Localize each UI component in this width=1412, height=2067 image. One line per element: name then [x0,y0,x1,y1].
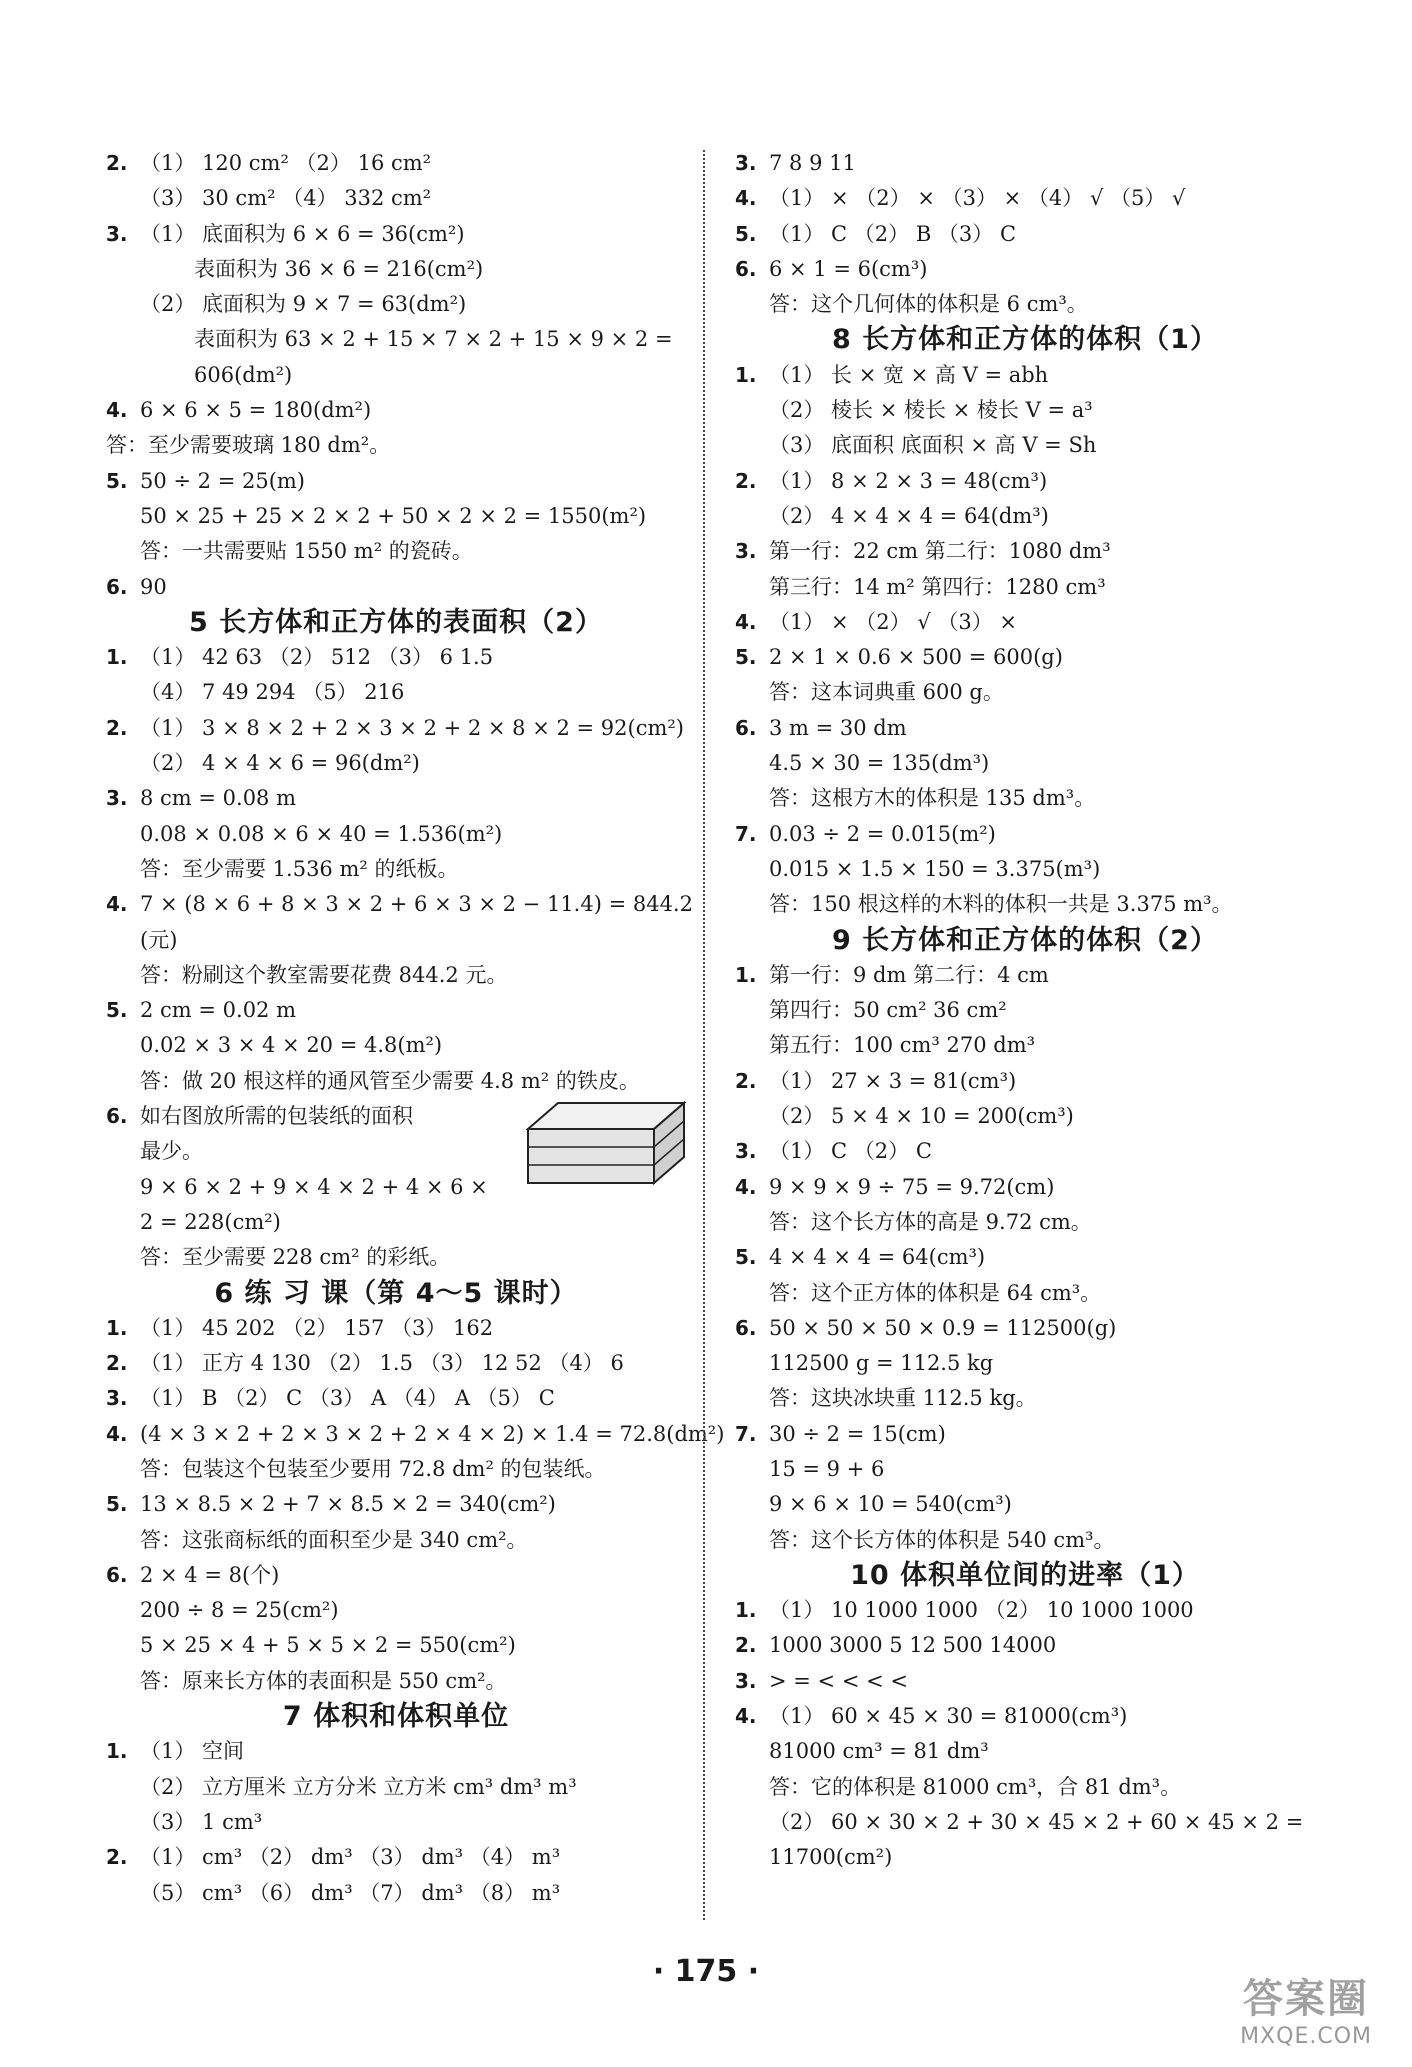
answer-item [735,358,1315,393]
watermark [1240,1967,1372,2049]
answer-item [735,605,1315,640]
answer-text: （1） 长 × 宽 × 高 V = abh [769,362,1049,387]
answer-line: 606(dm²) [194,362,293,387]
answer-item [106,1381,686,1416]
answer-line: 5 × 25 × 4 + 5 × 5 × 2 = 550(cm²) [140,1633,516,1658]
answer-text: 9 × 9 × 9 ÷ 75 = 9.72(cm) [769,1174,1055,1199]
item-number: 1. [735,1598,757,1623]
answer-item [735,146,1315,181]
answer-text: 第一行：22 cm 第二行：1080 dm³ [769,539,1111,564]
item-number: 5. [106,1492,128,1517]
answer-line: 0.02 × 3 × 4 × 20 = 4.8(m²) [140,1033,443,1058]
answer-item [735,1417,1315,1452]
item-number: 2. [735,1068,757,1093]
answer-line: 答：原来长方体的表面积是 550 cm²。 [140,1668,507,1693]
item-number: 6. [735,1315,757,1340]
answer-line: 9 × 6 × 10 = 540(cm³) [769,1492,1012,1517]
answer-line: 答：至少需要 1.536 m² 的纸板。 [140,856,459,881]
item-number: 2. [735,468,757,493]
column-divider [703,150,705,1920]
answer-line: 答：这块冰块重 112.5 kg。 [769,1386,1037,1411]
answer-item [106,1311,686,1346]
item-number: 7. [735,821,757,846]
section-heading: 9 长方体和正方体的体积（2） [832,924,1218,956]
answer-item [106,640,686,675]
answer-text: 30 ÷ 2 = 15(cm) [769,1421,946,1446]
item-number: 1. [735,962,757,987]
answer-item [735,1664,1315,1699]
answer-item [106,464,686,499]
answer-item [106,1417,725,1452]
answer-line: 200 ÷ 8 = 25(cm²) [140,1598,339,1623]
item-number: 2. [106,151,128,175]
answer-text: 2 × 4 = 8(个) [140,1562,280,1587]
answer-item [106,1734,686,1769]
item-number: 5. [735,1245,757,1270]
item-number: 6. [106,1104,128,1129]
answer-line: 9 × 6 × 2 + 9 × 4 × 2 + 4 × 6 × [140,1174,488,1199]
answer-text: 8 cm = 0.08 m [140,786,297,811]
answer-line: 表面积为 36 × 6 = 216(cm²) [194,256,484,281]
item-number: 5. [106,468,128,493]
answer-text: 2 cm = 0.02 m [140,998,297,1023]
answer-line: （2） 4 × 4 × 4 = 64(dm³) [769,503,1049,528]
item-number: 6. [106,1562,128,1587]
answer-item [735,252,1315,287]
item-number: 7. [735,1421,757,1446]
answer-item [735,640,1315,675]
answer-line: （2） 4 × 4 × 6 = 96(dm²) [140,751,420,776]
answer-line: 表面积为 63 × 2 + 15 × 7 × 2 + 15 × 9 × 2 = [194,327,673,352]
answer-item [735,1170,1315,1205]
answer-line: 答：至少需要 228 cm² 的彩纸。 [140,1245,451,1270]
answer-line: 答：粉刷这个教室需要花费 844.2 元。 [140,962,508,987]
item-number: 3. [106,786,128,811]
answer-text: （1） 10 1000 1000 （2） 10 1000 1000 [769,1598,1194,1623]
answer-line: 答：这张商标纸的面积至少是 340 cm²。 [140,1527,528,1552]
item-number: 3. [735,1139,757,1164]
answer-item [735,1699,1315,1734]
item-number: 1. [106,1739,128,1764]
item-number: 4. [735,1704,757,1729]
answer-text: 2 × 1 × 0.6 × 500 = 600(g) [769,645,1063,670]
answer-text: （1） 60 × 45 × 30 = 81000(cm³) [769,1704,1128,1729]
answer-text: （1） × （2） × （3） × （4） √ （5） √ [769,186,1186,211]
answer-text: （1） C （2） B （3） C [769,221,1017,246]
watermark-url: MXQE.COM [1240,2024,1372,2049]
answer-line: 答：这根方木的体积是 135 dm³。 [769,786,1096,811]
answer-text: （1） 3 × 8 × 2 + 2 × 3 × 2 + 2 × 8 × 2 = 92(cm²) [140,715,685,740]
watermark-logo: 答案圈 [1243,1976,1370,2022]
section-heading: 6 练 习 课（第 4～5 课时） [214,1277,578,1309]
page-number: · 175 · [652,1954,760,1989]
answer-line: 答：这个几何体的体积是 6 cm³。 [769,292,1088,317]
answer-line: （5） cm³ （6） dm³ （7） dm³ （8） m³ [140,1880,561,1905]
answer-line: （4） 7 49 294 （5） 216 [140,680,405,705]
answer-line: （2） 底面积为 9 × 7 = 63(dm²) [140,292,467,317]
answer-item [106,887,693,922]
answer-line: 答：这个长方体的高是 9.72 cm。 [769,1209,1092,1234]
answer-text: 7 × (8 × 6 + 8 × 3 × 2 + 6 × 3 × 2 − 11.4) = 844.2 [140,892,693,917]
item-number: 3. [735,1668,757,1693]
answer-text: 13 × 8.5 × 2 + 7 × 8.5 × 2 = 340(cm²) [140,1492,556,1517]
answer-line: 112500 g = 112.5 kg [769,1351,994,1376]
left-column [106,146,725,1911]
right-column [735,146,1315,1876]
answer-line: 答：做 20 根这样的通风管至少需要 4.8 m² 的铁皮。 [140,1068,640,1093]
answer-text: （1） 42 63 （2） 512 （3） 6 1.5 [140,645,494,670]
answer-item [735,181,1315,216]
answer-item [106,393,686,428]
answer-line: （2） 立方厘米 立方分米 立方米 cm³ dm³ m³ [140,1774,577,1799]
answer-line: 0.08 × 0.08 × 6 × 40 = 1.536(m²) [140,821,503,846]
answer-item [106,993,686,1028]
answer-text: （1） B （2） C （3） A （4） A （5） C [140,1386,555,1411]
item-number: 3. [735,151,757,175]
answer-text: （1） 底面积为 6 × 6 = 36(cm²) [140,221,465,246]
item-number: 5. [735,645,757,670]
answer-item [735,1628,1315,1663]
answer-text: （1） × （2） √ （3） × [769,609,1018,634]
answer-text: 50 × 50 × 50 × 0.9 = 112500(g) [769,1315,1117,1340]
answer-text: 0.03 ÷ 2 = 0.015(m²) [769,821,996,846]
answer-text: （1） 27 × 3 = 81(cm³) [769,1068,1017,1093]
answer-text: （1） 空间 [140,1739,245,1764]
answer-text: 7 8 9 11 [769,151,856,175]
answer-item [735,534,1315,569]
item-number: 5. [106,998,128,1023]
answer-text: （1） 120 cm² （2） 16 cm² [140,151,432,175]
answer-item [106,570,686,605]
item-number: 3. [735,539,757,564]
item-number: 2. [106,715,128,740]
item-number: 2. [735,1633,757,1658]
answer-item [106,1099,686,1134]
answer-item [106,781,686,816]
answer-text: 90 [140,574,167,599]
answer-text: > = < < < < [769,1668,908,1693]
answer-line: (元) [140,927,178,952]
answer-line: 答：这个长方体的体积是 540 cm³。 [769,1527,1115,1552]
answer-text: 1000 3000 5 12 500 14000 [769,1633,1057,1658]
answer-line: 第五行：100 cm³ 270 dm³ [769,1033,1036,1058]
answer-item [106,711,686,746]
item-number: 4. [735,1174,757,1199]
answer-line: 第四行：50 cm² 36 cm² [769,998,1007,1023]
answer-text: 4 × 4 × 4 = 64(cm³) [769,1245,986,1270]
answer-item [735,958,1315,993]
answer-item [106,217,686,252]
answer-item [735,711,1315,746]
answer-item [735,1240,1315,1275]
answer-line: （3） 底面积 底面积 × 高 V = Sh [769,433,1097,458]
item-number: 5. [735,221,757,246]
answer-text: （1） 8 × 2 × 3 = 48(cm³) [769,468,1048,493]
answer-line: 答：一共需要贴 1550 m² 的瓷砖。 [140,539,473,564]
answer-text: （1） C （2） C [769,1139,932,1164]
item-number: 3. [106,221,128,246]
answer-item [735,817,1315,852]
item-number: 6. [735,715,757,740]
answer-item [735,1134,1315,1169]
answer-line: （3） 30 cm² （4） 332 cm² [140,186,432,211]
section-heading: 8 长方体和正方体的体积（1） [832,324,1218,356]
answer-item [735,464,1315,499]
answer-text: 6 × 1 = 6(cm³) [769,256,928,281]
answer-item [106,146,686,181]
answer-line: （2） 60 × 30 × 2 + 30 × 45 × 2 + 60 × 45 × 2 = [769,1809,1304,1834]
answer-text: 如右图放所需的包装纸的面积 [140,1104,413,1129]
answer-line: 81000 cm³ = 81 dm³ [769,1739,989,1764]
answer-line: 答：150 根这样的木料的体积一共是 3.375 m³。 [769,892,1233,917]
answer-text: 第一行：9 dm 第二行：4 cm [769,962,1049,987]
answer-text: 6 × 6 × 5 = 180(dm²) [140,398,372,423]
answer-item [106,1346,686,1381]
answer-line: 答：它的体积是 81000 cm³，合 81 dm³。 [769,1774,1182,1799]
answer-item [735,1064,1315,1099]
item-number: 4. [106,1421,128,1446]
answer-line: 4.5 × 30 = 135(dm³) [769,751,990,776]
answer-item [106,1558,686,1593]
item-number: 6. [735,256,757,281]
answer-item [106,1840,686,1875]
answer-line: （2） 5 × 4 × 10 = 200(cm³) [769,1104,1074,1129]
answer-line: 50 × 25 + 25 × 2 × 2 + 50 × 2 × 2 = 1550(m²) [140,503,647,528]
answer-text: （1） 45 202 （2） 157 （3） 162 [140,1315,494,1340]
item-number: 4. [106,398,128,423]
answer-line: 15 = 9 + 6 [769,1456,885,1481]
answer-item [106,1487,686,1522]
answer-item [735,1311,1315,1346]
answer-line: 答：这个正方体的体积是 64 cm³。 [769,1280,1102,1305]
answer-text: （1） cm³ （2） dm³ （3） dm³ （4） m³ [140,1845,561,1870]
section-heading: 10 体积单位间的进率（1） [850,1559,1200,1591]
answer-item [735,1593,1315,1628]
item-number: 4. [735,186,757,211]
item-number: 1. [106,645,128,670]
item-number: 3. [106,1386,128,1411]
item-number: 2. [106,1351,128,1376]
item-number: 6. [106,574,128,599]
answer-line: 最少。 [140,1139,203,1164]
answer-line: （3） 1 cm³ [140,1809,263,1834]
answer-line: 0.015 × 1.5 × 150 = 3.375(m³) [769,856,1101,881]
answer-line: 答：至少需要玻璃 180 dm²。 [106,433,391,458]
answer-text: （1） 正方 4 130 （2） 1.5 （3） 12 52 （4） 6 [140,1351,624,1376]
item-number: 4. [106,892,128,917]
answer-line: 答：这本词典重 600 g。 [769,680,1004,705]
item-number: 1. [735,362,757,387]
answer-text: 50 ÷ 2 = 25(m) [140,468,305,493]
answer-text: 3 m = 30 dm [769,715,907,740]
item-number: 4. [735,609,757,634]
section-heading: 5 长方体和正方体的表面积（2） [189,606,603,638]
answer-line: 2 = 228(cm²) [140,1209,281,1234]
answer-item [735,217,1315,252]
answer-line: 答：包装这个包装至少要用 72.8 dm² 的包装纸。 [140,1456,606,1481]
section-heading: 7 体积和体积单位 [282,1701,510,1733]
item-number: 1. [106,1315,128,1340]
answer-line: （2） 棱长 × 棱长 × 棱长 V = a³ [769,398,1093,423]
answer-line: 11700(cm²) [769,1845,893,1870]
answer-line: 第三行：14 m² 第四行：1280 cm³ [769,574,1106,599]
item-number: 2. [106,1845,128,1870]
answer-text: (4 × 3 × 2 + 2 × 3 × 2 + 2 × 4 × 2) × 1.4 = 72.8(dm²) [140,1421,725,1446]
